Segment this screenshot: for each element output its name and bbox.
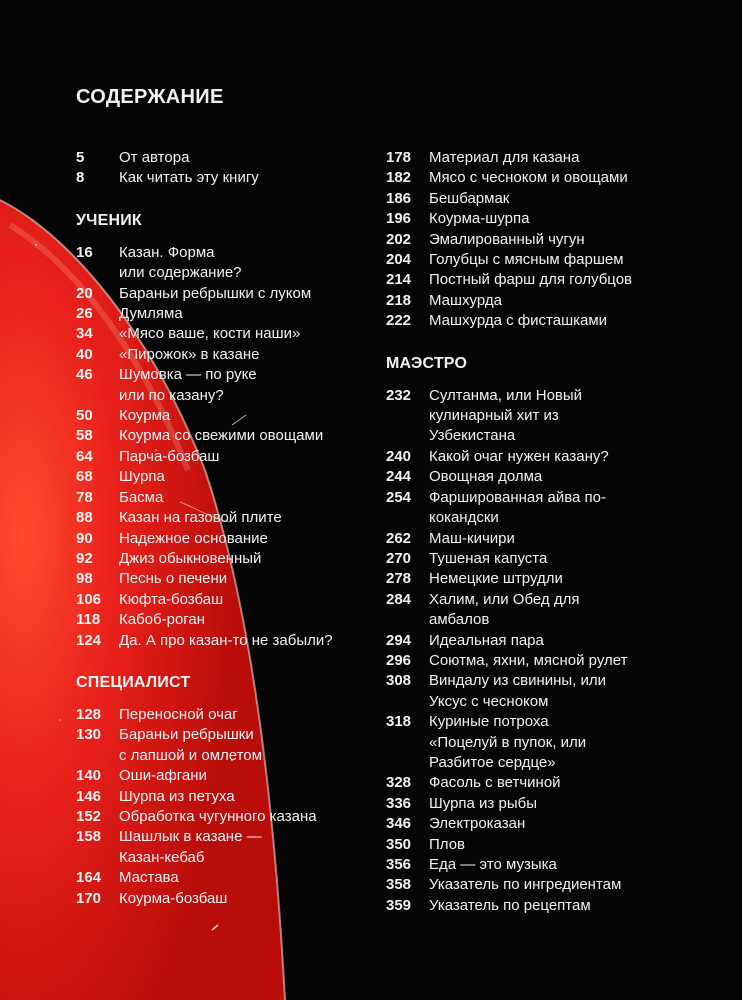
page-number: 296: [386, 651, 412, 669]
contents-entry: [386, 250, 726, 270]
page-number: 64: [76, 447, 93, 465]
entry-title: [429, 569, 726, 589]
contents-entry: [386, 651, 726, 671]
contents-entry: [76, 324, 396, 344]
entry-title-line: Казан на газовой плите: [119, 509, 282, 527]
contents-entry: [76, 705, 396, 725]
entry-title: [119, 467, 396, 487]
contents-entry: [386, 209, 726, 229]
contents-entry: [76, 889, 396, 909]
entry-title-line: Кабоб-роган: [119, 611, 206, 629]
page-number: 50: [76, 407, 93, 425]
page-number: 46: [76, 366, 93, 384]
entry-title: [119, 406, 396, 426]
entry-title: [429, 291, 726, 311]
contents-entry: [76, 590, 396, 610]
entry-title-line: Да. А про казан-то не забыли?: [119, 631, 333, 649]
page-title: СОДЕРЖАНИЕ: [76, 86, 224, 108]
entry-title-line: Шумовка — по руке: [119, 366, 257, 384]
section-heading: СПЕЦИАЛИСТ: [76, 673, 191, 691]
page-number: 178: [386, 149, 412, 166]
page-number: 68: [76, 468, 93, 486]
entry-title-line: Как читать эту книгу: [119, 169, 259, 187]
page-number: 158: [76, 828, 102, 846]
contents-entry: [76, 610, 396, 630]
entry-title: [429, 590, 726, 631]
entry-title: [119, 705, 396, 725]
contents-entry: [76, 807, 396, 827]
page-number: 222: [386, 312, 412, 330]
entry-title-line: От автора: [119, 149, 190, 166]
entry-title: [429, 250, 726, 270]
contents-entry: [386, 814, 726, 834]
entry-title-line: Переносной очаг: [119, 705, 238, 723]
entry-title-line: Шурпа из петуха: [119, 787, 235, 805]
entry-title-line: Уксус с чесноком: [429, 692, 549, 710]
entry-title: [429, 467, 726, 487]
entry-title: [119, 529, 396, 549]
entry-title: [119, 868, 396, 888]
page-number: 196: [386, 210, 412, 228]
section-heading: УЧЕНИК: [76, 211, 142, 229]
entry-title: [119, 508, 396, 528]
entry-title-line: Плов: [429, 835, 466, 853]
entry-title: [119, 148, 396, 168]
page-number: 204: [386, 251, 412, 269]
entry-title-line: Песнь о печени: [119, 570, 228, 588]
entry-title-line: Немецкие штрудли: [429, 570, 563, 588]
entry-title: [429, 794, 726, 814]
entry-title-line: Кюфта-бозбаш: [119, 590, 224, 608]
page-number: 232: [386, 386, 412, 404]
entry-title: [429, 447, 726, 467]
entry-title: [429, 896, 726, 916]
entry-title-line: Обработка чугунного казана: [119, 807, 317, 825]
contents-entry: [76, 426, 396, 446]
contents-entry: [76, 569, 396, 589]
contents-entry: [386, 168, 726, 188]
page-number: 90: [76, 529, 93, 547]
page-number: 244: [386, 468, 412, 486]
entry-title: [119, 631, 396, 651]
entry-title-line: Казан-кебаб: [119, 848, 205, 866]
entry-title: [119, 426, 396, 446]
entry-title: [119, 827, 396, 868]
entry-title-line: «Пирожок» в казане: [119, 345, 260, 363]
contents-entry: [76, 725, 396, 766]
entry-title-line: Машхурда: [429, 291, 502, 309]
entry-title-line: или по казану?: [119, 386, 224, 404]
contents-column-right: [386, 148, 726, 916]
contents-entry: [76, 787, 396, 807]
contents-entry: [76, 345, 396, 365]
contents-entry: [386, 311, 726, 331]
entry-title: [429, 671, 726, 712]
contents-entry: [76, 529, 396, 549]
contents-entry: [386, 875, 726, 895]
entry-title-line: Мастава: [119, 869, 179, 887]
page-number: 40: [76, 345, 93, 363]
entry-title: [429, 488, 726, 529]
contents-entry: [386, 835, 726, 855]
entry-title: [119, 324, 396, 344]
entry-title-line: Идеальная пара: [429, 631, 544, 649]
entry-title-line: Коурма: [119, 407, 171, 425]
contents-entry: [76, 406, 396, 426]
page-number: 146: [76, 787, 102, 805]
page-number: 356: [386, 856, 412, 873]
contents-entry: [76, 467, 396, 487]
contents-entry: [386, 855, 726, 875]
entry-title: [429, 529, 726, 549]
page-number: 240: [386, 447, 412, 465]
page-number: 294: [386, 631, 412, 649]
entry-title-line: Еда — это музыка: [429, 856, 557, 873]
contents-entry: [76, 488, 396, 508]
contents-entry: [76, 549, 396, 569]
contents-entry: [76, 365, 396, 406]
page-number: 118: [76, 611, 101, 629]
contents-entry: [386, 467, 726, 487]
entry-title-line: Думляма: [119, 305, 183, 323]
contents-entry: [386, 189, 726, 209]
entry-title: [119, 284, 396, 304]
entry-title: [119, 610, 396, 630]
contents-entry: [386, 230, 726, 250]
contents-entry: [76, 243, 396, 284]
entry-title-line: с лапшой и омлетом: [119, 746, 262, 764]
page-number: 218: [386, 291, 412, 309]
contents-entry: [386, 631, 726, 651]
entry-title-line: Халим, или Обед для: [429, 590, 580, 608]
entry-title: [429, 631, 726, 651]
entry-title-line: Мясо с чесноком и овощами: [429, 169, 628, 187]
contents-entry: [76, 868, 396, 888]
page-number: 278: [386, 570, 412, 588]
entry-title-line: «Поцелуй в пупок, или: [429, 733, 587, 751]
entry-title: [119, 549, 396, 569]
entry-title-line: Машхурда с фисташками: [429, 312, 608, 330]
contents-entry: [386, 488, 726, 529]
entry-title-line: «Мясо ваше, кости наши»: [119, 325, 301, 343]
entry-title-line: Шурпа: [119, 468, 165, 486]
entry-title-line: или содержание?: [119, 264, 242, 282]
entry-title-line: кулинарный хит из: [429, 407, 559, 425]
entry-title: [429, 814, 726, 834]
page-number: 128: [76, 705, 102, 723]
contents-entry: [386, 270, 726, 290]
page-number: 20: [76, 284, 93, 302]
page-number: 152: [76, 807, 102, 825]
page-number: 358: [386, 876, 412, 894]
page-number: 182: [386, 169, 412, 187]
entry-title-line: Султанма, или Новый: [429, 386, 583, 404]
entry-title-line: кокандски: [429, 509, 499, 527]
entry-title-line: Указатель по ингредиентам: [429, 876, 622, 894]
entry-title-line: Эмалированный чугун: [429, 230, 585, 248]
entry-title-line: Разбитое сердце»: [429, 753, 556, 771]
page-number: 202: [386, 230, 412, 248]
contents-entry: [76, 168, 396, 188]
page-number: 16: [76, 243, 93, 261]
entry-title-line: Бараньи ребрышки с луком: [119, 284, 312, 302]
contents-entry: [386, 794, 726, 814]
entry-title-line: Голубцы с мясным фаршем: [429, 251, 624, 269]
entry-title-line: Фаршированная айва по-: [429, 488, 607, 506]
entry-title: [429, 189, 726, 209]
entry-title: [429, 148, 726, 168]
page-number: 350: [386, 835, 412, 853]
entry-title: [119, 365, 396, 406]
page-number: 8: [76, 169, 85, 187]
entry-title: [429, 270, 726, 290]
contents-column-left: [76, 148, 396, 909]
entry-title: [119, 168, 396, 188]
page-number: 78: [76, 488, 93, 506]
contents-entry: [386, 712, 726, 773]
entry-title-line: Материал для казана: [429, 149, 580, 166]
contents-entry: [386, 569, 726, 589]
entry-title: [119, 590, 396, 610]
page-number: 26: [76, 305, 93, 323]
entry-title-line: Маш-кичири: [429, 529, 515, 547]
entry-title-line: Парча-бозбаш: [119, 447, 220, 465]
entry-title-line: Коурма-шурпа: [429, 210, 530, 228]
entry-title-line: Куриные потроха: [429, 713, 549, 731]
page-number: 164: [76, 869, 102, 887]
entry-title-line: Бешбармак: [429, 189, 510, 207]
page-number: 336: [386, 794, 412, 812]
entry-title-line: Какой очаг нужен казану?: [429, 447, 609, 465]
contents-entry: [76, 447, 396, 467]
contents-entry: [386, 529, 726, 549]
entry-title-line: Коурма-бозбаш: [119, 889, 228, 907]
entry-title-line: Оши-афгани: [119, 767, 207, 785]
entry-title-line: Басма: [119, 488, 164, 506]
contents-entry: [386, 148, 726, 168]
contents-entry: [76, 148, 396, 168]
entry-title: [429, 875, 726, 895]
entry-title: [429, 855, 726, 875]
contents-entry: [386, 447, 726, 467]
page-number: 106: [76, 590, 102, 608]
entry-title-line: Указатель по рецептам: [429, 896, 591, 914]
page-number: 58: [76, 427, 93, 445]
page-number: 186: [386, 189, 412, 207]
contents-entry: [386, 671, 726, 712]
entry-title: [119, 488, 396, 508]
entry-title-line: Соютма, яхни, мясной рулет: [429, 651, 628, 669]
entry-title: [429, 386, 726, 447]
entry-title: [119, 766, 396, 786]
contents-entry: [386, 896, 726, 916]
entry-title: [429, 651, 726, 671]
entry-title-line: Надежное основание: [119, 529, 268, 547]
contents-entry: [386, 291, 726, 311]
contents-entry: [386, 590, 726, 631]
entry-title: [119, 725, 396, 766]
contents-entry: [76, 827, 396, 868]
entry-title: [119, 304, 396, 324]
entry-title-line: Тушеная капуста: [429, 549, 548, 567]
entry-title: [119, 807, 396, 827]
entry-title-line: Узбекистана: [429, 427, 516, 445]
entry-title-line: Казан. Форма: [119, 243, 215, 261]
contents-entry: [386, 549, 726, 569]
contents-entry: [76, 766, 396, 786]
entry-title: [429, 168, 726, 188]
entry-title: [119, 569, 396, 589]
entry-title: [429, 230, 726, 250]
entry-title-line: амбалов: [429, 611, 490, 629]
page-number: 270: [386, 549, 412, 567]
entry-title: [119, 243, 396, 284]
page-number: 318: [386, 713, 412, 731]
entry-title: [119, 889, 396, 909]
page-number: 140: [76, 767, 102, 785]
page-number: 254: [386, 488, 412, 506]
entry-title-line: Постный фарш для голубцов: [429, 271, 633, 289]
page-number: 124: [76, 631, 102, 649]
page-number: 170: [76, 889, 102, 907]
page-number: 88: [76, 509, 93, 527]
entry-title: [119, 447, 396, 467]
page-number: 328: [386, 774, 412, 792]
entry-title-line: Бараньи ребрышки: [119, 726, 254, 744]
entry-title: [119, 345, 396, 365]
entry-title: [429, 712, 726, 773]
entry-title-line: Шурпа из рыбы: [429, 794, 537, 812]
page-number: 262: [386, 529, 412, 547]
entry-title: [119, 787, 396, 807]
page-number: 34: [76, 325, 93, 343]
entry-title-line: Шашлык в казане —: [119, 828, 262, 846]
entry-title: [429, 835, 726, 855]
entry-title: [429, 773, 726, 793]
entry-title: [429, 311, 726, 331]
page-number: 308: [386, 672, 412, 690]
page-number: 214: [386, 271, 412, 289]
entry-title-line: Электроказан: [429, 815, 526, 833]
contents-entry: [386, 386, 726, 447]
entry-title: [429, 549, 726, 569]
contents-entry: [76, 304, 396, 324]
page-number: 359: [386, 896, 412, 914]
contents-entry: [76, 284, 396, 304]
entry-title-line: Овощная долма: [429, 468, 543, 486]
section-heading: МАЭСТРО: [386, 354, 468, 372]
contents-entry: [76, 508, 396, 528]
contents-entry: [76, 631, 396, 651]
contents-entry: [386, 773, 726, 793]
entry-title-line: Коурма со свежими овощами: [119, 427, 324, 445]
page-number: 346: [386, 815, 412, 833]
page-number: 92: [76, 549, 93, 567]
page-number: 130: [76, 726, 102, 744]
page-number: 98: [76, 570, 93, 588]
page-number: 5: [76, 149, 85, 166]
entry-title-line: Виндалу из свинины, или: [429, 672, 607, 690]
entry-title: [429, 209, 726, 229]
entry-title-line: Фасоль с ветчиной: [429, 774, 561, 792]
page-number: 284: [386, 590, 412, 608]
entry-title-line: Джиз обыкновенный: [119, 549, 262, 567]
